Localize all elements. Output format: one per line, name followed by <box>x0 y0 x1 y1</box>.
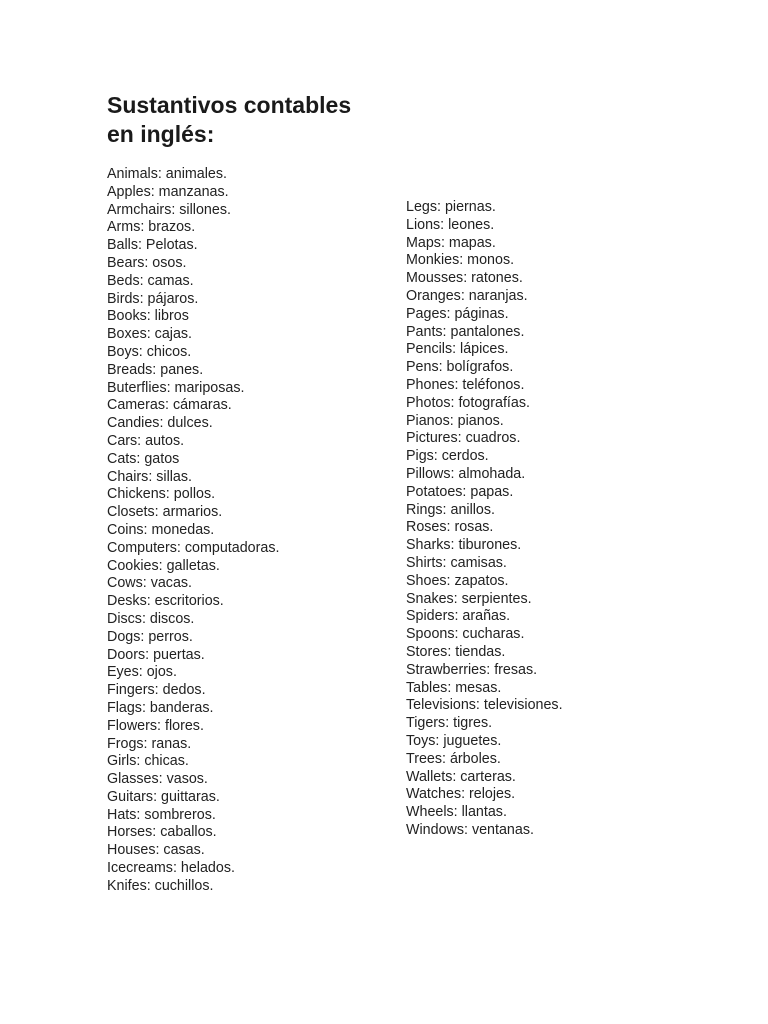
vocabulary-entry: Spoons: cucharas. <box>406 626 525 643</box>
vocabulary-entry: Pants: pantalones. <box>406 323 525 340</box>
page-title-line-1: Sustantivos contables <box>107 92 352 118</box>
vocabulary-entry: Maps: mapas. <box>406 234 496 251</box>
vocabulary-entry: Shoes: zapatos. <box>406 572 509 589</box>
vocabulary-entry: Mousses: ratones. <box>406 270 523 287</box>
vocabulary-entry: Cows: vacas. <box>107 575 193 592</box>
vocabulary-entry: Wheels: llantas. <box>406 804 507 821</box>
vocabulary-entry: Glasses: vasos. <box>107 771 208 788</box>
vocabulary-entry: Chickens: pollos. <box>107 486 216 503</box>
vocabulary-entry: Spiders: arañas. <box>406 608 511 625</box>
vocabulary-entry: Boys: chicos. <box>107 343 192 360</box>
vocabulary-entry: Guitars: guittaras. <box>107 788 220 805</box>
vocabulary-entry: Animals: animales. <box>107 166 227 182</box>
vocabulary-entry: Oranges: naranjas. <box>406 287 528 304</box>
vocabulary-entry: Girls: chicas. <box>107 753 189 770</box>
vocabulary-entry: Fingers: dedos. <box>107 682 206 699</box>
vocabulary-entry: Doors: puertas. <box>107 646 205 663</box>
vocabulary-entry: Books: libros <box>107 308 189 325</box>
vocabulary-entry: Televisions: televisiones. <box>406 697 563 714</box>
vocabulary-entry: Candies: dulces. <box>107 415 213 432</box>
vocabulary-entry: Potatoes: papas. <box>406 483 514 500</box>
vocabulary-entry: Coins: monedas. <box>107 521 215 538</box>
vocabulary-entry: Icecreams: helados. <box>107 860 235 877</box>
vocabulary-entry: Computers: computadoras. <box>107 539 280 556</box>
vocabulary-entry: Watches: relojes. <box>406 786 516 803</box>
vocabulary-entry: Chairs: sillas. <box>107 468 193 485</box>
vocabulary-entry: Balls: Pelotas. <box>107 237 198 254</box>
vocabulary-entry: Snakes: serpientes. <box>406 590 532 607</box>
vocabulary-entry: Pictures: cuadros. <box>406 430 521 447</box>
vocabulary-entry: Legs: piernas. <box>406 199 496 215</box>
vocabulary-entry: Trees: árboles. <box>406 750 501 767</box>
vocabulary-entry: Birds: pájaros. <box>107 290 199 307</box>
vocabulary-entry: Pencils: lápices. <box>406 341 509 358</box>
vocabulary-entry: Pages: páginas. <box>406 305 509 322</box>
vocabulary-entry: Eyes: ojos. <box>107 664 177 681</box>
vocabulary-entry: Tables: mesas. <box>406 679 502 696</box>
vocabulary-entry: Cats: gatos <box>107 450 180 467</box>
vocabulary-entry: Roses: rosas. <box>406 519 494 536</box>
vocabulary-entry: Dogs: perros. <box>107 628 193 645</box>
vocabulary-entry: Apples: manzanas. <box>107 183 229 200</box>
vocabulary-entry: Hats: sombreros. <box>107 806 216 823</box>
vocabulary-entry: Flowers: flores. <box>107 717 204 734</box>
vocabulary-entry: Pianos: pianos. <box>406 412 504 429</box>
vocabulary-entry: Windows: ventanas. <box>406 821 534 838</box>
vocabulary-entry: Closets: armarios. <box>107 504 223 521</box>
vocabulary-entry: Pens: bolígrafos. <box>406 359 514 376</box>
vocabulary-entry: Bears: osos. <box>107 254 187 271</box>
vocabulary-entry: Toys: juguetes. <box>406 732 502 749</box>
vocabulary-entry: Cars: autos. <box>107 432 185 449</box>
vocabulary-entry: Rings: anillos. <box>406 501 495 518</box>
vocabulary-entry: Beds: camas. <box>107 272 194 289</box>
vocabulary-entry: Cameras: cámaras. <box>107 397 232 414</box>
vocabulary-entry: Tigers: tigres. <box>406 715 493 732</box>
vocabulary-entry: Stores: tiendas. <box>406 643 506 660</box>
vocabulary-entry: Flags: banderas. <box>107 699 214 716</box>
vocabulary-list-right <box>406 199 563 840</box>
vocabulary-entry: Monkies: monos. <box>406 252 515 269</box>
vocabulary-entry: Photos: fotografías. <box>406 394 530 411</box>
vocabulary-entry: Armchairs: sillones. <box>107 201 231 218</box>
vocabulary-list-left <box>107 166 279 896</box>
vocabulary-entry: Strawberries: fresas. <box>406 661 538 678</box>
vocabulary-entry: Boxes: cajas. <box>107 326 193 343</box>
vocabulary-entry: Buterflies: mariposas. <box>107 379 245 396</box>
vocabulary-entry: Cookies: galletas. <box>107 557 220 574</box>
page-title <box>107 91 407 149</box>
vocabulary-entry: Horses: caballos. <box>107 824 217 841</box>
vocabulary-entry: Pigs: cerdos. <box>406 448 489 465</box>
vocabulary-entry: Shirts: camisas. <box>406 554 507 571</box>
vocabulary-entry: Desks: escritorios. <box>107 593 224 610</box>
vocabulary-entry: Frogs: ranas. <box>107 735 192 752</box>
vocabulary-entry: Arms: brazos. <box>107 219 196 236</box>
page-title-line-2: en inglés: <box>107 121 215 147</box>
vocabulary-entry: Lions: leones. <box>406 216 495 233</box>
vocabulary-entry: Sharks: tiburones. <box>406 537 522 554</box>
vocabulary-entry: Pillows: almohada. <box>406 465 526 482</box>
vocabulary-entry: Discs: discos. <box>107 610 195 627</box>
vocabulary-entry: Wallets: carteras. <box>406 768 516 785</box>
vocabulary-entry: Knifes: cuchillos. <box>107 877 214 894</box>
vocabulary-entry: Breads: panes. <box>107 361 204 378</box>
vocabulary-entry: Phones: teléfonos. <box>406 376 525 393</box>
vocabulary-entry: Houses: casas. <box>107 842 205 859</box>
